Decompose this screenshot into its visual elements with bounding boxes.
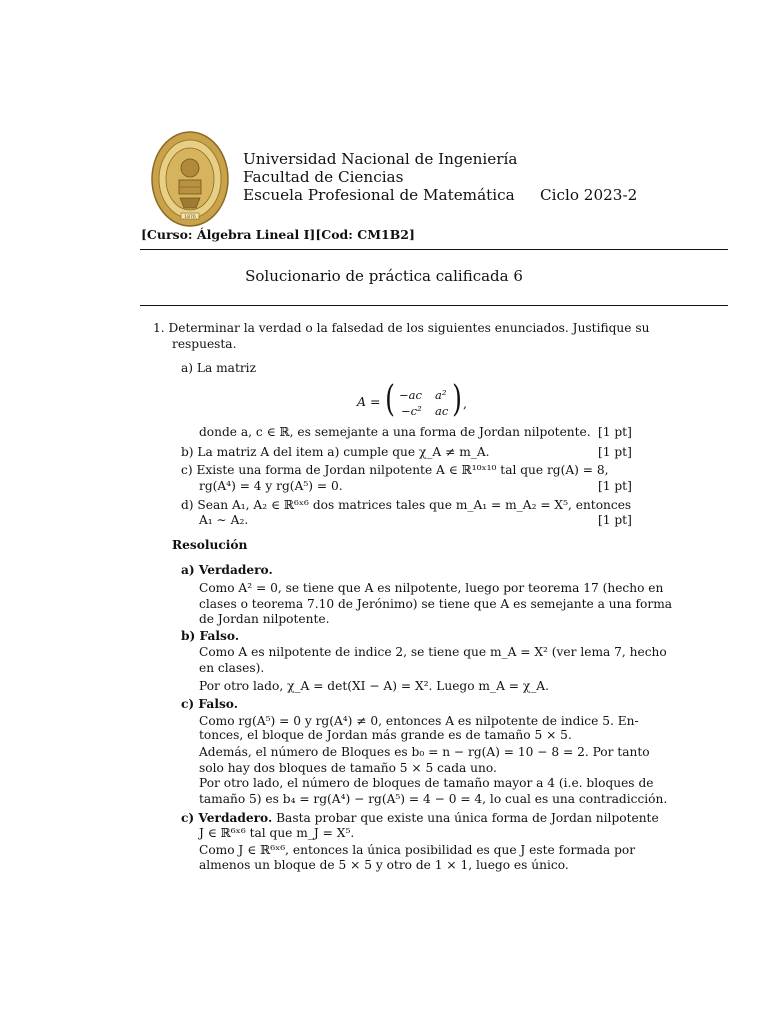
course-line: [Curso: Álgebra Lineal I][Cod: CM1B2] [141,227,415,242]
item-c-points: [1 pt] [598,479,632,493]
matrix-cell-21: −c² [401,404,422,418]
matrix-equation [357,379,477,420]
solution-c-line1: Como rg(A⁵) = 0 y rg(A⁴) ≠ 0, entonces A es nilpotente de indice 5. En- [199,714,639,728]
item-d-points: [1 pt] [598,513,632,527]
item-c-line2: rg(A⁴) = 4 y rg(A⁵) = 0. [199,479,343,493]
solution-b-line3: Por otro lado, χ_A = det(XI − A) = X². Luego m_A = χ_A. [199,679,549,693]
solution-b-line1: Como A es nilpotente de indice 2, se tiene que m_A = X² (ver lema 7, hecho [199,645,667,659]
item-b: b) La matriz A del item a) cumple que χ_A ≠ m_A. [181,445,490,459]
solution-c-line6: tamaño 5) es b₄ = rg(A⁴) − rg(A⁵) = 4 − 0 = 4, lo cual es una contradicción. [199,792,668,806]
document-title: Solucionario de práctica calificada 6 [245,267,523,285]
item-d-line2: A₁ ∼ A₂. [199,513,249,527]
solution-b-line2: en clases). [199,661,265,675]
solution-d-heading: c) Verdadero. [181,811,273,825]
item-a-continuation: donde a, c ∈ ℝ, es semejante a una forma de Jordan nilpotente. [199,425,591,439]
matrix-equals: = [370,394,381,409]
item-a-points: [1 pt] [598,425,632,439]
matrix-trailing-comma: , [463,396,467,411]
solution-heading: Resolución [172,538,248,552]
solution-d-line4: almenos un bloque de 5 × 5 y otro de 1 × 1, luego es único. [199,858,569,872]
cycle-label: Ciclo 2023-2 [540,186,638,204]
svg-text:1876: 1876 [184,215,196,220]
solution-c-line3: Además, el número de Bloques es b₀ = n − rg(A) = 10 − 8 = 2. Por tanto [199,745,650,759]
solution-c-line5: Por otro lado, el número de bloques de tamaño mayor a 4 (i.e. bloques de [199,776,654,790]
solution-a-line1: Como A² = 0, se tiene que A es nilpotente, luego por teorema 17 (hecho en [199,581,664,595]
problem-intro-line2: respuesta. [172,337,237,351]
matrix-cell-12: a² [435,388,447,402]
right-paren: ) [452,379,462,420]
solution-c-line2: tonces, el bloque de Jordan más grande es de tamaño 5 × 5. [199,728,572,742]
university-seal-logo [150,130,230,228]
item-c-line1: c) Existe una forma de Jordan nilpotente A ∈ ℝ¹⁰ˣ¹⁰ tal que rg(A) = 8, [181,463,609,477]
matrix-cell-22: ac [435,404,449,418]
solution-b-heading: b) Falso. [181,629,240,643]
solution-a-line2: clases o teorema 7.10 de Jerónimo) se tiene que A es semejante a una forma [199,597,673,611]
problem-intro-line1: 1. Determinar la verdad o la falsedad de los siguientes enunciados. Justifique su [153,321,650,335]
item-b-points: [1 pt] [598,445,632,459]
top-divider [140,249,728,250]
left-paren: ( [385,379,395,420]
matrix-lhs: A [357,394,367,409]
school-name: Escuela Profesional de Matemática [243,186,515,204]
solution-d-line1 [181,810,659,826]
solution-d-line3: Como J ∈ ℝ⁶ˣ⁶, entonces la única posibilidad es que J este formada por [199,843,636,857]
solution-a-line3: de Jordan nilpotente. [199,612,330,626]
matrix-cell-11: −ac [399,388,422,402]
solution-c-line4: solo hay dos bloques de tamaño 5 × 5 cada uno. [199,761,497,775]
title-divider [140,305,728,306]
solution-d-line2: J ∈ ℝ⁶ˣ⁶ tal que m_J = X⁵. [199,826,355,840]
item-d-line1: d) Sean A₁, A₂ ∈ ℝ⁶ˣ⁶ dos matrices tales que m_A₁ = m_A₂ = X⁵, entonces [181,498,632,512]
solution-a-heading: a) Verdadero. [181,563,273,577]
item-a-label: a) La matriz [181,361,256,375]
solution-d-line1-rest: Basta probar que existe una única forma de Jordan nilpotente [272,811,659,825]
university-name: Universidad Nacional de Ingeniería [243,150,518,168]
faculty-name: Facultad de Ciencias [243,168,404,186]
solution-c-heading: c) Falso. [181,697,238,711]
